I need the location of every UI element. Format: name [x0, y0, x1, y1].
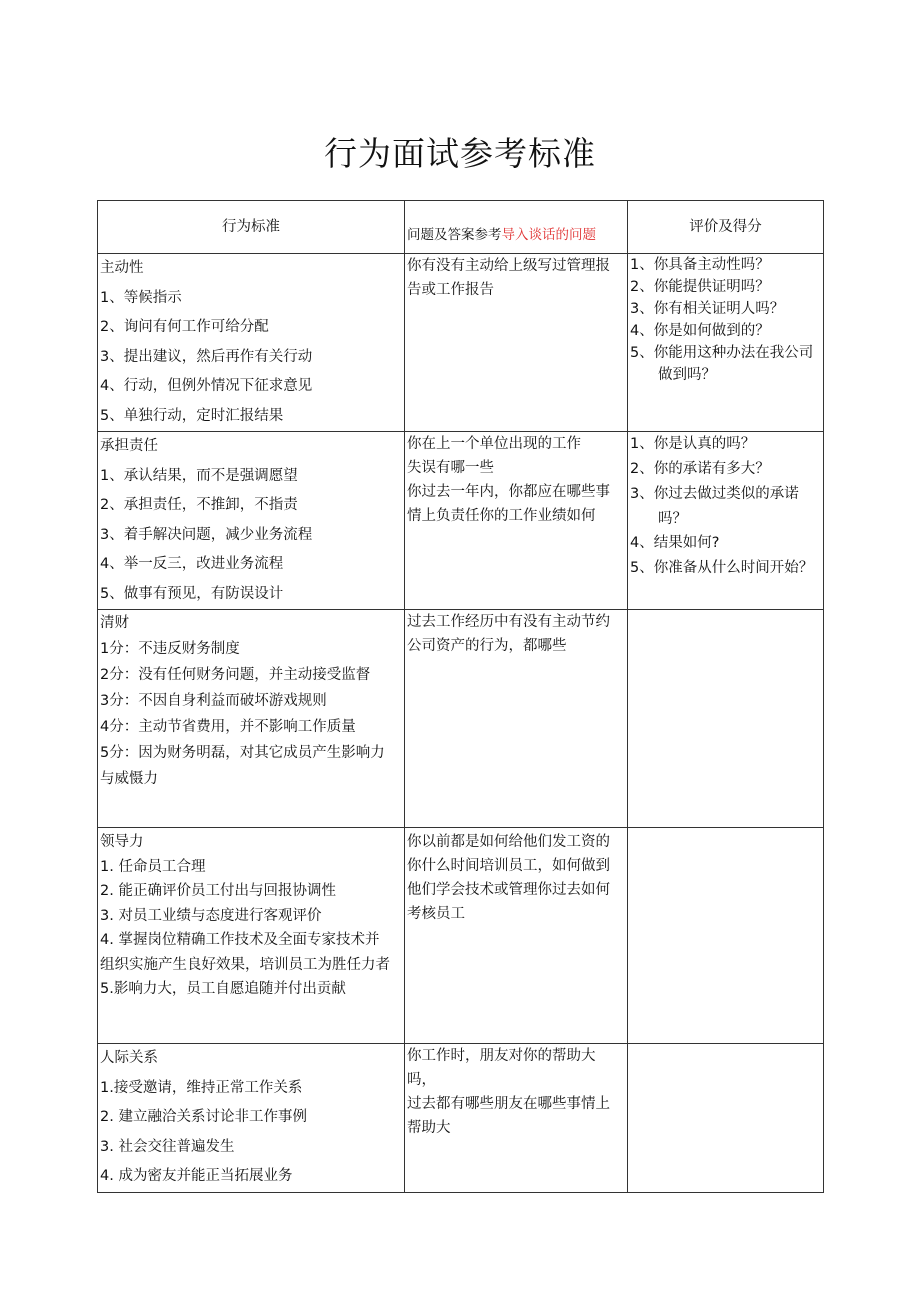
evaluation-cell [628, 432, 824, 610]
criterion: 3. 对员工业绩与态度进行客观评价 [100, 907, 322, 924]
table-row [98, 1044, 824, 1193]
criterion: 2、询问有何工作可给分配 [100, 319, 269, 335]
criterion: 2、承担责任，不推卸，不指责 [100, 497, 298, 513]
question-line: 过去都有哪些朋友在哪些事情上 [407, 1096, 610, 1112]
standard-cell [98, 432, 405, 610]
question-line: 情上负责任你的工作业绩如何 [407, 508, 596, 524]
evaluation-line: 5、你准备从什么时间开始？ [630, 560, 814, 576]
criterion: 4、行动，但例外情况下征求意见 [100, 378, 313, 394]
evaluation-line: 做到吗？ [658, 367, 716, 383]
row-name: 人际关系 [100, 1050, 158, 1066]
criterion: 5、单独行动，定时汇报结果 [100, 407, 284, 424]
criterion: 组织实施产生良好效果，培训员工为胜任力者 [100, 956, 390, 973]
evaluation-cell [628, 1044, 824, 1193]
question-cell [405, 254, 628, 432]
table-header-row [98, 201, 824, 254]
evaluation-line: 5、你能用这种办法在我公司 [630, 345, 814, 361]
question-line: 吗， [407, 1072, 436, 1088]
criterion: 4、举一反三，改进业务流程 [100, 556, 284, 572]
standard-cell [98, 828, 405, 1044]
criterion: 5、做事有预见，有防误设计 [100, 585, 284, 602]
question-line: 你有没有主动给上级写过管理报 [407, 258, 610, 274]
table-row [98, 254, 824, 432]
header-question-highlight: 导入谈话的问题 [501, 227, 596, 243]
evaluation-line: 1、你具备主动性吗？ [630, 257, 770, 273]
question-line: 过去工作经历中有没有主动节约 [407, 614, 610, 630]
question-cell [405, 1044, 628, 1193]
evaluation-line: 1、你是认真的吗？ [630, 436, 756, 452]
question-line: 公司资产的行为，都哪些 [407, 638, 567, 654]
criterion: 1.接受邀请，维持正常工作关系 [100, 1079, 303, 1096]
question-line: 他们学会技术或管理你过去如何 [407, 882, 610, 898]
table-row [98, 432, 824, 610]
standard-cell [98, 610, 405, 828]
question-line: 帮助大 [407, 1120, 451, 1136]
criterion: 5.影响力大，员工自愿追随并付出贡献 [100, 981, 346, 997]
question-line: 你过去一年内，你都应在哪些事 [407, 484, 610, 500]
criterion: 3分：不因自身利益而破坏游戏规则 [100, 693, 327, 709]
criterion: 2分：没有任何财务问题，并主动接受监督 [100, 667, 371, 683]
question-line: 你以前都是如何给他们发工资的 [407, 834, 610, 850]
evaluation-line: 2、你能提供证明吗？ [630, 279, 770, 295]
question-cell [405, 432, 628, 610]
evaluation-line: 吗？ [658, 511, 687, 527]
criterion: 4. 成为密友并能正当拓展业务 [100, 1168, 293, 1184]
table-row [98, 828, 824, 1044]
question-line: 你工作时，朋友对你的帮助大 [407, 1048, 596, 1064]
criterion: 1、承认结果，而不是强调愿望 [100, 467, 298, 484]
row-name: 承担责任 [100, 438, 158, 454]
row-name: 主动性 [100, 260, 144, 276]
criterion: 2. 能正确评价员工付出与回报协调性 [100, 883, 336, 899]
evaluation-line: 3、你有相关证明人吗？ [630, 301, 785, 317]
criterion: 5分：因为财务明磊，对其它成员产生影响力 [100, 745, 385, 761]
evaluation-cell [628, 610, 824, 828]
question-line: 你在上一个单位出现的工作 [407, 436, 581, 452]
row-name: 领导力 [100, 834, 144, 850]
evaluation-line: 3、你过去做过类似的承诺 [630, 486, 799, 502]
evaluation-line: 4、结果如何? [630, 535, 720, 551]
criterion: 1分：不违反财务制度 [100, 641, 240, 657]
question-line: 你什么时间培训员工，如何做到 [407, 858, 610, 874]
evaluation-line: 4、你是如何做到的？ [630, 323, 770, 339]
criterion: 1、等候指示 [100, 289, 182, 306]
evaluation-cell [628, 254, 824, 432]
question-line: 失误有哪一些 [407, 460, 494, 476]
criterion: 4分：主动节省费用，并不影响工作质量 [100, 719, 356, 735]
header-standard: 行为标准 [98, 201, 405, 254]
row-name: 清财 [100, 615, 129, 631]
header-question-prefix: 问题及答案参考 [407, 227, 502, 243]
header-score: 评价及得分 [628, 201, 824, 254]
criterion: 3、着手解决问题，减少业务流程 [100, 526, 313, 543]
criterion: 4. 掌握岗位精确工作技术及全面专家技术并 [100, 932, 380, 948]
header-question [405, 201, 628, 254]
interview-standards-table [97, 200, 824, 1193]
criterion: 3、提出建议，然后再作有关行动 [100, 348, 313, 365]
evaluation-cell [628, 828, 824, 1044]
criterion: 1. 任命员工合理 [100, 858, 206, 875]
standard-cell [98, 254, 405, 432]
criterion: 2. 建立融洽关系讨论非工作事例 [100, 1109, 307, 1125]
question-cell [405, 610, 628, 828]
standard-cell [98, 1044, 405, 1193]
page-title: 行为面试参考标准 [324, 134, 596, 173]
criterion: 与威慑力 [100, 771, 158, 787]
question-cell [405, 828, 628, 1044]
evaluation-line: 2、你的承诺有多大？ [630, 461, 770, 477]
criterion: 3. 社会交往普遍发生 [100, 1138, 235, 1155]
question-line: 考核员工 [407, 906, 465, 922]
question-line: 告或工作报告 [407, 282, 494, 298]
table-row [98, 610, 824, 828]
